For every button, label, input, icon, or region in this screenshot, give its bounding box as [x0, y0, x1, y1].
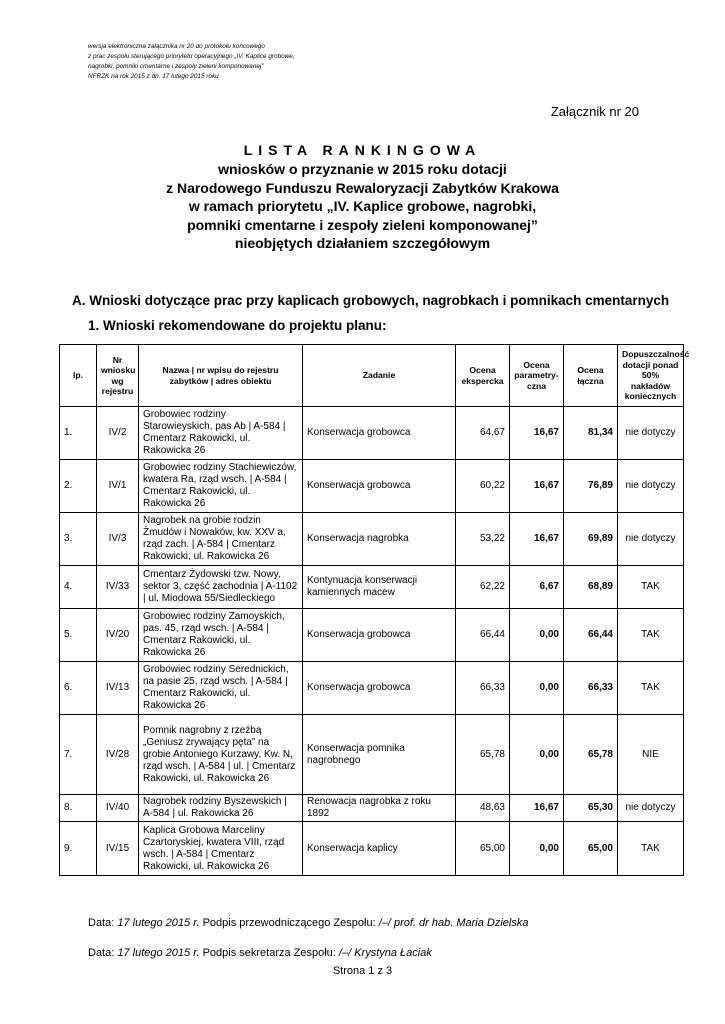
cell-expert: 48,63 [456, 795, 510, 822]
cell-param: 16,67 [510, 513, 564, 566]
cell-dop: nie dotyczy [618, 513, 684, 566]
cell-param: 6,67 [510, 566, 564, 609]
cell-task: Kontynuacja konserwacji kamiennych macew [303, 566, 456, 609]
cell-name: Grobowiec rodziny Zamoyskich, pas. 45, rząd wsch. | A-584 | Cmentarz Rakowicki, ul. Rakowicka 26 [139, 609, 303, 662]
table-row [60, 609, 684, 662]
cell-name: Grobowiec rodziny Starowieyskich, pas Ab | A-584 | Cmentarz Rakowicki, ul. Rakowicka 26 [139, 407, 303, 460]
footer-signer: /–/ prof. dr hab. Maria Dzielska [378, 917, 529, 929]
cell-total: 66,44 [564, 609, 618, 662]
cell-nr: IV/3 [97, 513, 139, 566]
cell-dop: TAK [618, 662, 684, 715]
cell-nr: IV/33 [97, 566, 139, 609]
cell-total: 76,89 [564, 460, 618, 513]
cell-task: Konserwacja grobowca [303, 609, 456, 662]
cell-name: Grobowiec rodziny Serednickich, na pasie 25, rząd wsch. | A-584 | Cmentarz Rakowicki, ul. Rakowicka 26 [139, 662, 303, 715]
col-header-lp: lp. [60, 345, 97, 407]
cell-task: Konserwacja grobowca [303, 662, 456, 715]
cell-expert: 53,22 [456, 513, 510, 566]
table-header-row [60, 345, 684, 407]
cell-nr: IV/2 [97, 407, 139, 460]
cell-expert: 65,00 [456, 822, 510, 876]
cell-nr: IV/1 [97, 460, 139, 513]
cell-task: Konserwacja kaplicy [303, 822, 456, 876]
cell-name: Kaplica Grobowa Marceliny Czartoryskiej, kwatera VIII, rząd wsch. | A-584 | Cmentarz Rakowicki, ul. Rakowicka 26 [139, 822, 303, 876]
cell-lp: 7. [60, 715, 97, 795]
table-row [60, 715, 684, 795]
cell-expert: 64,67 [456, 407, 510, 460]
table-row [60, 513, 684, 566]
cell-lp: 4. [60, 566, 97, 609]
footer-signature-label: Podpis przewodniczącego Zespołu: [199, 917, 379, 929]
cell-dop: nie dotyczy [618, 407, 684, 460]
cell-name: Nagrobek na grobie rodzin Żmudów i Nowaków, kw. XXV a, rząd zach. | A-584 | Cmentarz Rakowicki, ul. Rakowicka 26 [139, 513, 303, 566]
cell-total: 65,00 [564, 822, 618, 876]
table-row [60, 822, 684, 876]
table-row [60, 795, 684, 822]
cell-total: 81,34 [564, 407, 618, 460]
section-1-heading: 1. Wnioski rekomendowane do projektu planu: [88, 318, 387, 333]
table-row [60, 460, 684, 513]
cell-task: Konserwacja grobowca [303, 407, 456, 460]
cell-dop: TAK [618, 566, 684, 609]
cell-lp: 3. [60, 513, 97, 566]
table-row [60, 407, 684, 460]
document-heading: LISTA RANKINGOWA [243, 142, 482, 158]
title-line: w ramach priorytetu „IV. Kaplice grobowe, nagrobki, [188, 198, 537, 214]
cell-total: 65,78 [564, 715, 618, 795]
cell-name: Nagrobek rodziny Byszewskich | A-584 | ul. Rakowicka 26 [139, 795, 303, 822]
cell-lp: 6. [60, 662, 97, 715]
ranking-table [59, 344, 690, 876]
cell-param: 16,67 [510, 460, 564, 513]
table-row [60, 566, 684, 609]
header-note-line: z prac zespołu sterującego priorytetu operacyjnego „IV. Kaplice grobowe, [88, 53, 295, 60]
cell-lp: 5. [60, 609, 97, 662]
title-line: wniosków o przyznanie w 2015 roku dotacji [218, 161, 507, 177]
page-number: Strona 1 z 3 [332, 965, 393, 977]
cell-lp: 1. [60, 407, 97, 460]
header-note [88, 42, 418, 82]
cell-expert: 60,22 [456, 460, 510, 513]
cell-dop: TAK [618, 609, 684, 662]
col-header-task: Zadanie [303, 345, 456, 407]
cell-name: Pomnik nagrobny z rzeźbą „Geniusz zrywający pęta” na grobie Antoniego Kurzawy, Kw. N, rząd wsch. | A-584 | ul. | Cmentarz Rakowicki, ul. Rakowicka 26 [139, 715, 303, 795]
col-header-nr: Nr wniosku wg rejestru [97, 345, 139, 407]
footer-signature-chair [88, 917, 528, 929]
cell-nr: IV/15 [97, 822, 139, 876]
cell-task: Renowacja nagrobka z roku 1892 [303, 795, 456, 822]
cell-expert: 66,44 [456, 609, 510, 662]
title-line: pomniki cmentarne i zespoły zieleni komponowanej” [187, 216, 538, 233]
cell-param: 16,67 [510, 407, 564, 460]
footer-date: 17 lutego 2015 r. [117, 917, 200, 929]
section-a-heading: A. Wnioski dotyczące prac przy kaplicach grobowych, nagrobkach i pomnikach cmentarnych [72, 293, 670, 308]
cell-nr: IV/20 [97, 609, 139, 662]
col-header-param: Ocena parametry-czna [510, 345, 564, 407]
header-note-line: NFRZK na rok 2015 z dn. 17 lutego 2015 roku [88, 73, 219, 80]
cell-lp: 9. [60, 822, 97, 876]
footer-date-label: Data: [88, 947, 118, 959]
cell-nr: IV/13 [97, 662, 139, 715]
header-note-line: nagrobki, pomniki cmentarne i zespoły zieleni komponowanej” [88, 63, 264, 70]
cell-total: 65,30 [564, 795, 618, 822]
cell-total: 69,89 [564, 513, 618, 566]
cell-expert: 62,22 [456, 566, 510, 609]
cell-dop: nie dotyczy [618, 460, 684, 513]
col-header-dop: Dopuszczalność dotacji ponad 50% nakładów koniecznych [618, 345, 684, 407]
cell-param: 0,00 [510, 662, 564, 715]
cell-expert: 66,33 [456, 662, 510, 715]
cell-param: 0,00 [510, 609, 564, 662]
cell-lp: 2. [60, 460, 97, 513]
footer-date: 17 lutego 2015 r. [117, 947, 200, 959]
cell-task: Konserwacja nagrobka [303, 513, 456, 566]
cell-task: Konserwacja grobowca [303, 460, 456, 513]
header-note-line: wersja elektroniczna załącznika nr 20 do protokołu końcowego [88, 43, 265, 50]
cell-param: 0,00 [510, 822, 564, 876]
cell-total: 66,33 [564, 662, 618, 715]
cell-dop: nie dotyczy [618, 795, 684, 822]
cell-dop: NIE [618, 715, 684, 795]
col-header-name: Nazwa | nr wpisu do rejestru zabytków | adres obiektu [139, 345, 303, 407]
cell-nr: IV/28 [97, 715, 139, 795]
cell-total: 68,89 [564, 566, 618, 609]
title-line: z Narodowego Funduszu Rewaloryzacji Zabytków Krakowa [166, 179, 559, 196]
cell-name: Cmentarz Żydowski tzw. Nowy, sektor 3, część zachodnia | A-1102 | ul. Miodowa 55/Siedleckiego [139, 566, 303, 609]
col-header-total: Ocena łączna [564, 345, 618, 407]
title-line: nieobjętych działaniem szczegółowym [234, 235, 491, 251]
cell-expert: 65,78 [456, 715, 510, 795]
cell-task: Konserwacja pomnika nagrobnego [303, 715, 456, 795]
footer-signature-secretary [88, 947, 432, 959]
annex-label: Załącznik nr 20 [550, 104, 639, 119]
cell-dop: TAK [618, 822, 684, 876]
cell-param: 16,67 [510, 795, 564, 822]
col-header-expert: Ocena ekspercka [456, 345, 510, 407]
table-row [60, 662, 684, 715]
footer-date-label: Data: [88, 917, 118, 929]
cell-lp: 8. [60, 795, 97, 822]
cell-param: 0,00 [510, 715, 564, 795]
cell-nr: IV/40 [97, 795, 139, 822]
title-block [0, 140, 725, 253]
footer-signer: /–/ Krystyna Łaciak [338, 947, 432, 959]
cell-name: Grobowiec rodziny Stachiewiczów, kwatera Ra, rząd wsch. | A-584 | Cmentarz Rakowicki, ul. Rakowicka 26 [139, 460, 303, 513]
footer-signature-label: Podpis sekretarza Zespołu: [199, 947, 339, 959]
